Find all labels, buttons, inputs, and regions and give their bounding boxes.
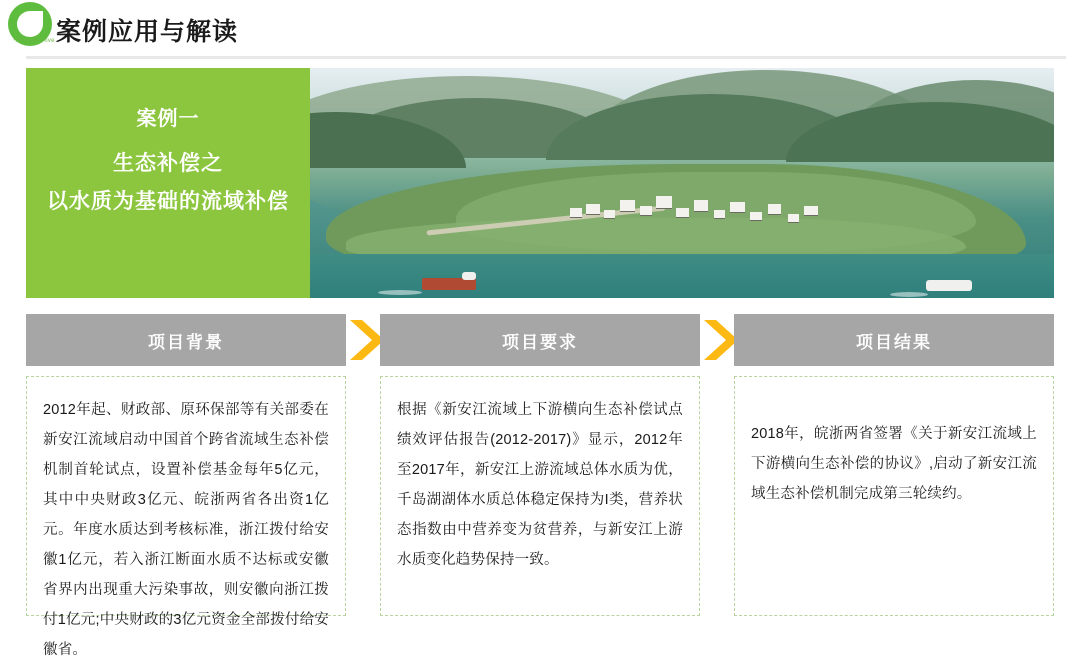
village-houses <box>566 186 826 234</box>
card-body-text: 2012年起、财政部、原环保部等有关部委在新安江流域启动中国首个跨省流域生态补偿机制首轮试点，设置补偿基金每年5亿元，其中中央财政3亿元、皖浙两省各出资1亿元。年度水质达到考核标准，浙江拨付给安徽1亿元，若入浙江断面水质不达标或安徽省界内出现重大污染事故，则安徽向浙江拨付1亿元;中央财政的3亿元资金全部拨付给安徽省。 <box>43 402 329 658</box>
step-item-background: 项目背景 <box>26 314 346 366</box>
page-title: 案例应用与解读 <box>56 18 239 46</box>
hero-banner <box>26 68 1054 298</box>
process-step-bar <box>26 314 1054 366</box>
step-item-results: 项目结果 <box>734 314 1054 366</box>
ferry-boat <box>926 280 972 291</box>
chevron-right-icon <box>702 320 738 360</box>
step-item-requirements: 项目要求 <box>380 314 700 366</box>
site-logo <box>8 2 55 52</box>
card-body-text: 2018年，皖浙两省签署《关于新安江流域上下游横向生态补偿的协议》,启动了新安江流域生态补偿机制完成第三轮续约。 <box>751 426 1037 502</box>
card-body-text: 根据《新安江流域上下游横向生态补偿试点绩效评估报告(2012-2017)》显示，2012年至2017年，新安江上游流域总体水质为优，千岛湖湖体水质总体稳定保持为I类，营养状态指数由中营养变为贫营养，与新安江上游水质变化趋势保持一致。 <box>397 402 683 568</box>
logo-inner-shape-icon <box>17 11 43 37</box>
logo-caption: 中国水网 f five <box>13 38 55 44</box>
hero-subtitle-line-1: 生态补偿之 <box>113 152 223 175</box>
chevron-right-icon <box>348 320 384 360</box>
boat-cabin <box>462 272 476 280</box>
hero-subtitle-line-2: 以水质为基础的流域补偿 <box>47 190 289 213</box>
header-divider <box>26 56 1066 59</box>
hero-caption-panel <box>26 68 310 298</box>
boat-wake <box>890 292 928 297</box>
boat-wake <box>378 290 422 295</box>
card-results <box>734 376 1054 616</box>
hero-case-number: 案例一 <box>136 108 200 130</box>
card-requirements <box>380 376 700 616</box>
content-cards <box>26 376 1054 658</box>
card-background <box>26 376 346 658</box>
page-header <box>0 0 1080 62</box>
